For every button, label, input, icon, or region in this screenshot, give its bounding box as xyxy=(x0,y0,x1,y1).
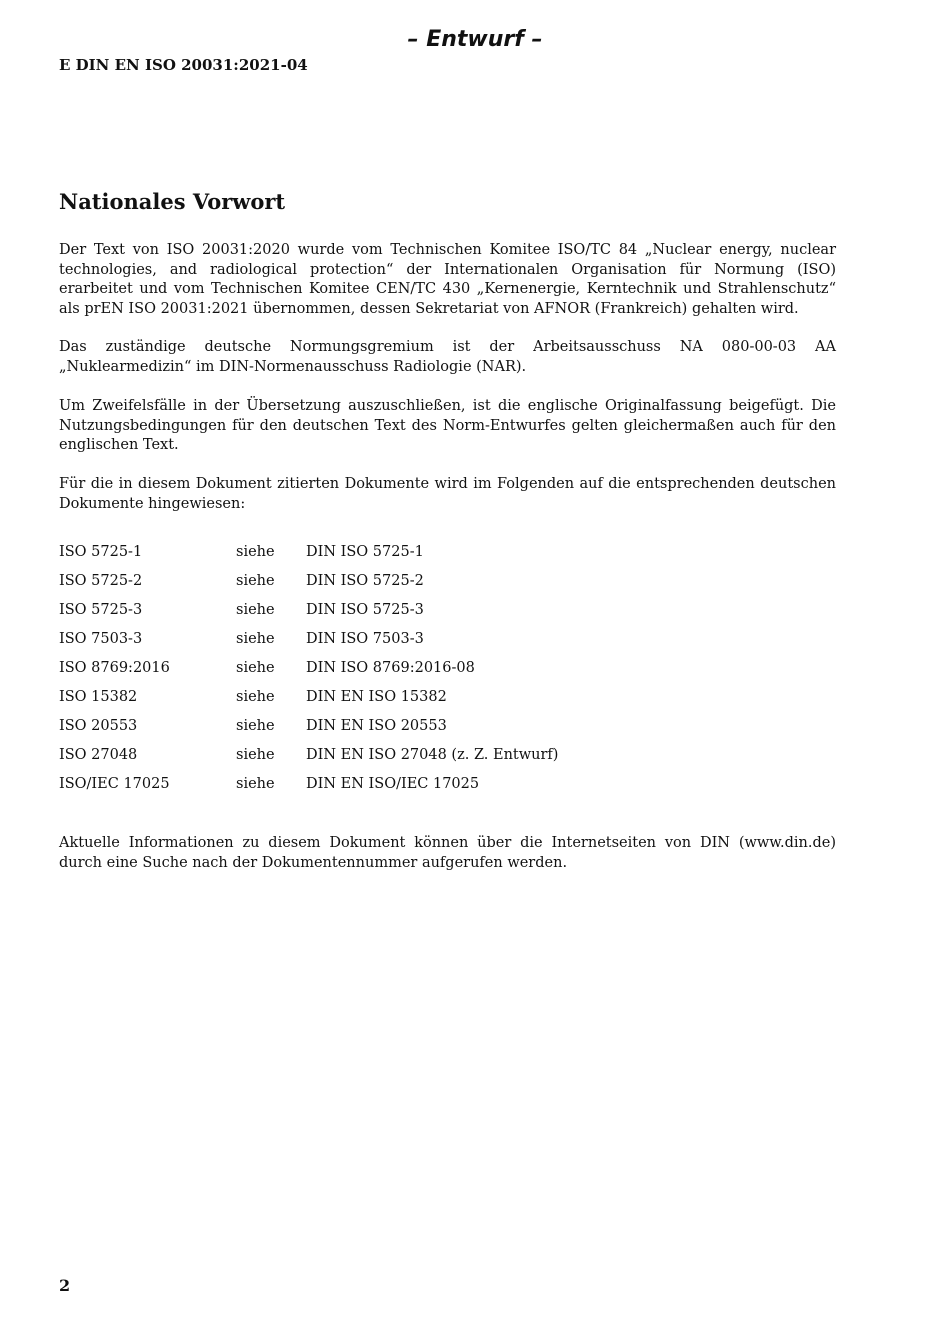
section-title: Nationales Vorwort xyxy=(59,189,286,214)
table-row xyxy=(59,712,558,741)
iso-reference: ISO 8769:2016 xyxy=(59,659,170,676)
reference-relation: siehe xyxy=(236,747,275,764)
reference-relation: siehe xyxy=(236,718,275,735)
reference-relation: siehe xyxy=(236,543,275,560)
reference-relation: siehe xyxy=(236,630,275,647)
table-row xyxy=(59,682,558,711)
iso-reference: ISO 20553 xyxy=(59,718,138,735)
reference-relation: siehe xyxy=(236,776,275,793)
iso-reference: ISO 27048 xyxy=(59,747,138,764)
din-reference: DIN EN ISO 27048 (z. Z. Entwurf) xyxy=(306,747,559,764)
iso-reference: ISO 5725-3 xyxy=(59,601,143,618)
table-row xyxy=(59,624,558,653)
table-row xyxy=(59,566,558,595)
din-reference: DIN EN ISO 20553 xyxy=(306,718,447,735)
table-row xyxy=(59,770,558,799)
reference-table xyxy=(59,537,558,799)
din-reference: DIN ISO 5725-2 xyxy=(306,572,424,589)
table-row xyxy=(59,537,558,566)
reference-relation: siehe xyxy=(236,601,275,618)
din-reference: DIN ISO 8769:2016-08 xyxy=(306,659,475,676)
din-reference: DIN EN ISO 15382 xyxy=(306,689,447,706)
iso-reference: ISO 5725-2 xyxy=(59,572,143,589)
table-row xyxy=(59,595,558,624)
table-row xyxy=(59,653,558,682)
paragraph-origin: Der Text von ISO 20031:2020 wurde vom Technischen Komitee ISO/TC 84 „Nuclear energy, nuclear technologies, and radiological protection“ der Internationalen Organisation für Normung (ISO) erarbeitet und vom Technischen Komitee CEN/TC 430 „Kernenergie, Kerntechnik und Strahlenschutz“ als prEN ISO 20031:2021 übernommen, dessen Sekretariat von AFNOR (Frankreich) gehalten wird. xyxy=(59,242,836,317)
paragraph-translation: Um Zweifelsfälle in der Übersetzung auszuschließen, ist die englische Originalfassung beigefügt. Die Nutzungsbedingungen für den deutschen Text des Norm-Entwurfes gelten gleichermaßen auch für den englischen Text. xyxy=(59,398,836,453)
iso-reference: ISO 5725-1 xyxy=(59,543,143,560)
iso-reference: ISO 15382 xyxy=(59,689,138,706)
reference-relation: siehe xyxy=(236,659,275,676)
draft-watermark: – Entwurf – xyxy=(407,27,543,52)
table-row xyxy=(59,741,558,770)
document-id: E DIN EN ISO 20031:2021-04 xyxy=(59,56,308,74)
paragraph-committee: Das zuständige deutsche Normungsgremium ist der Arbeitsausschuss NA 080-00-03 AA „Nuklearmedizin“ im DIN-Normenausschuss Radiologie (NAR). xyxy=(59,339,836,375)
paragraph-references-intro: Für die in diesem Dokument zitierten Dokumente wird im Folgenden auf die entsprechenden deutschen Dokumente hingewiesen: xyxy=(59,476,836,512)
iso-reference: ISO 7503-3 xyxy=(59,630,143,647)
paragraph-closing-info: Aktuelle Informationen zu diesem Dokument können über die Internetseiten von DIN (www.din.de) durch eine Suche nach der Dokumentennummer aufgerufen werden. xyxy=(59,835,836,871)
din-reference: DIN ISO 5725-1 xyxy=(306,543,424,560)
din-reference: DIN ISO 7503-3 xyxy=(306,630,424,647)
din-reference: DIN EN ISO/IEC 17025 xyxy=(306,776,480,793)
page-number: 2 xyxy=(59,1276,71,1295)
reference-relation: siehe xyxy=(236,572,275,589)
din-reference: DIN ISO 5725-3 xyxy=(306,601,424,618)
reference-relation: siehe xyxy=(236,689,275,706)
iso-reference: ISO/IEC 17025 xyxy=(59,776,170,793)
